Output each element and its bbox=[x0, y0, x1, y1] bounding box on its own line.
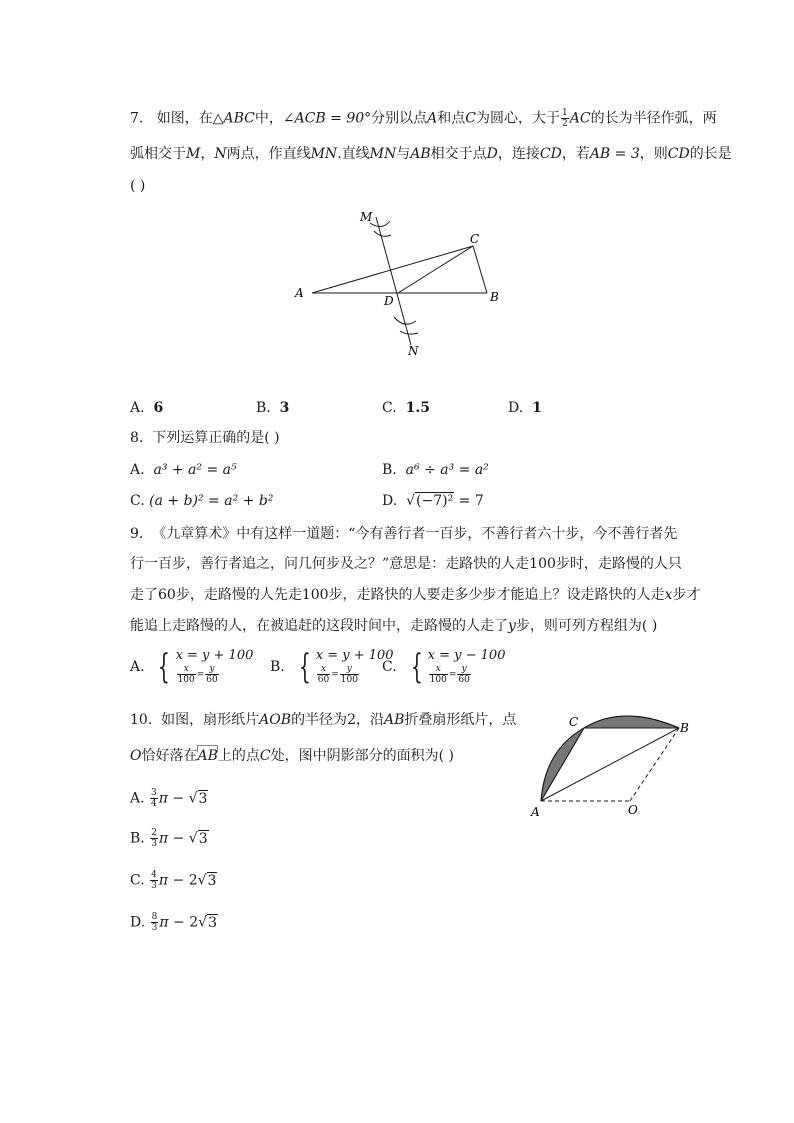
segment-cb bbox=[473, 246, 487, 293]
arc-m-2 bbox=[374, 231, 391, 236]
half-fraction: $\frac{1}{2}$ bbox=[562, 108, 568, 129]
q8-stem: 8. 下列运算正确的是( ) bbox=[130, 430, 280, 446]
arc-ab-notation: AB bbox=[197, 748, 217, 764]
label-b: B bbox=[490, 290, 499, 304]
q10-option-a[interactable]: A. $\frac{3}{4}$ π − √3 bbox=[130, 788, 208, 809]
q8-option-a[interactable]: A. a³ + a² = a⁵ bbox=[130, 462, 237, 478]
q9-line3: 走了60步，走路慢的人先走100步，走路快的人要走多少步才能追上？设走路快的人走x步才 bbox=[130, 587, 701, 603]
q7-figure bbox=[290, 205, 510, 365]
label-a: A bbox=[531, 805, 540, 819]
q10-option-b[interactable]: B. $\frac{2}{3}$ π − √3 bbox=[130, 828, 208, 849]
label-c: C bbox=[569, 715, 579, 729]
q7-option-d[interactable]: D. 1 bbox=[508, 400, 542, 416]
segment-dc bbox=[398, 246, 473, 293]
q10-line1: 10. 如图，扇形纸片AOB的半径为2，沿AB折叠扇形纸片，点 bbox=[130, 712, 517, 728]
q9-line2: 行一百步，善行者追之，问几何步及之？”意思是：走路快的人走100步时，走路慢的人只 bbox=[130, 556, 682, 572]
label-a: A bbox=[295, 286, 304, 300]
arc-n-2 bbox=[400, 331, 418, 334]
sqrt-sign: √ bbox=[406, 493, 416, 509]
q10-figure bbox=[525, 708, 700, 823]
q7-option-c[interactable]: C. 1.5 bbox=[382, 400, 430, 416]
brace-icon: { bbox=[298, 646, 311, 687]
label-d: D bbox=[384, 294, 394, 308]
q7-answer-bracket: ( ) bbox=[130, 178, 146, 194]
q9-line1: 9. 《九章算术》中有这样一道题：“今有善行者一百步，不善行者六十步，今不善行者先 bbox=[130, 526, 678, 542]
label-n: N bbox=[408, 344, 419, 358]
brace-icon: { bbox=[158, 646, 171, 687]
q7-line1: 7. 如图，在△ABC中，∠ACB = 90°分别以点A和点C为圆心，大于 $\frac{1}{2}$ AC的长为半径作弧，两 bbox=[130, 108, 717, 129]
q9-option-b[interactable]: B. { x = y + 100 $\frac{x}{60}$ = $\frac{y}{100}$ bbox=[270, 646, 394, 687]
q7-option-a[interactable]: A. 6 bbox=[130, 400, 164, 416]
q10-line2: O恰好落在 AB上的点C处，图中阴影部分的面积为( ) bbox=[130, 746, 454, 766]
segment-ac bbox=[312, 246, 473, 293]
q7-option-b[interactable]: B. 3 bbox=[256, 400, 290, 416]
brace-icon: { bbox=[410, 646, 423, 687]
label-o: O bbox=[628, 803, 638, 817]
q10-option-c[interactable]: C. $\frac{4}{3}$ π − 2√3 bbox=[130, 870, 217, 891]
q7-line2: 弧相交于M，N两点，作直线MN.直线MN与AB相交于点D，连接CD，若AB = 3，则CD的长是 bbox=[130, 146, 732, 162]
shaded-segment-cb bbox=[584, 716, 679, 728]
label-c: C bbox=[470, 232, 480, 246]
q10-option-d[interactable]: D. $\frac{8}{3}$ π − 2√3 bbox=[130, 912, 217, 933]
label-m: M bbox=[360, 210, 373, 224]
arc-m-1 bbox=[370, 221, 390, 227]
label-b: B bbox=[680, 721, 689, 735]
segment-ob bbox=[630, 728, 679, 801]
q8-option-c[interactable]: C. (a + b)² = a² + b² bbox=[130, 493, 274, 509]
q8-option-d[interactable]: D. √(−7)² = 7 bbox=[382, 493, 484, 509]
q9-option-c[interactable]: C. { x = y − 100 $\frac{x}{100}$ = $\frac{y}{60}$ bbox=[382, 646, 506, 687]
q9-line4: 能追上走路慢的人，在被追赶的这段时间中，走路慢的人走了y步，则可列方程组为( ) bbox=[130, 618, 658, 634]
q8-option-b[interactable]: B. a⁶ ÷ a³ = a² bbox=[382, 462, 489, 478]
q9-option-a[interactable]: A. { x = y + 100 $\frac{x}{100}$ = $\frac{y}{60}$ bbox=[130, 646, 254, 687]
